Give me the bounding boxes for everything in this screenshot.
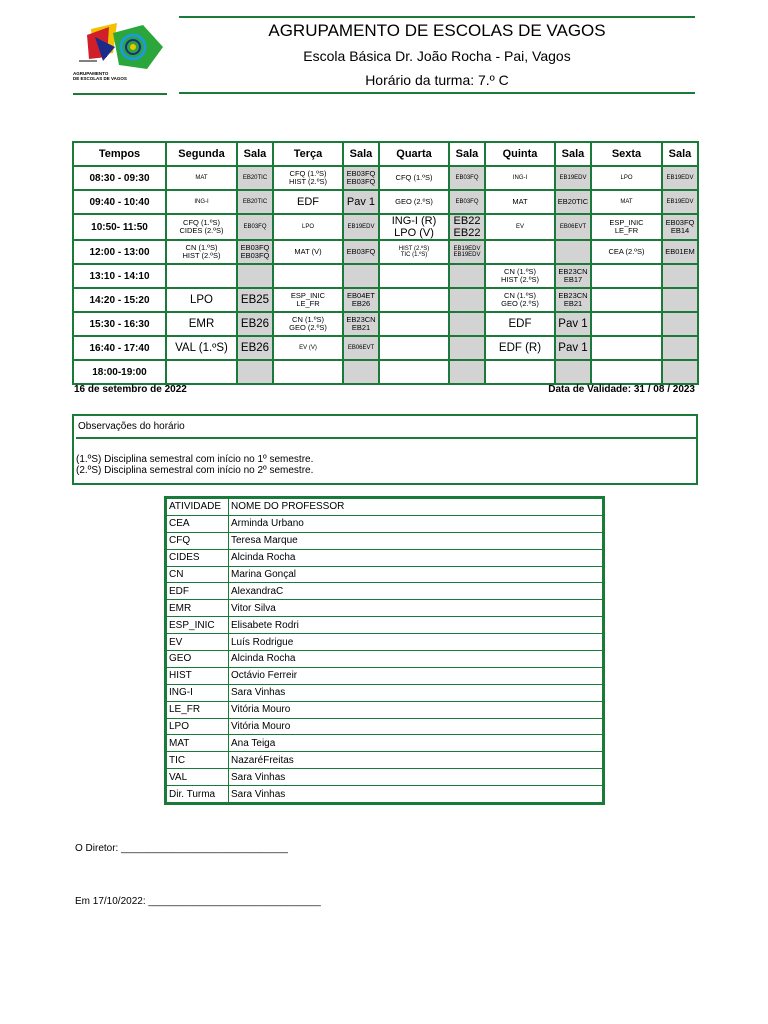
timetable-room-cell [555, 312, 591, 336]
cell-line-2: GEO (2.ºS) [501, 299, 539, 309]
timetable-room-cell [343, 360, 379, 384]
observation-line-2: (2.ºS) Disciplina semestral com início no 2º semestre. [76, 465, 314, 476]
cell-line-1: Pav 1 [346, 195, 376, 208]
cell-line-1: EDF (R) [498, 341, 542, 354]
timetable-room-cell [662, 264, 698, 288]
timetable-subject-cell [273, 312, 343, 336]
observations-title: Observações do horário [76, 416, 696, 439]
timetable-header-cell: Sala [449, 142, 485, 166]
teacher-name: Alcinda Rocha [229, 651, 603, 668]
teacher-row [167, 718, 603, 735]
logo-caption-line1: AGRUPAMENTO [73, 71, 109, 76]
timetable-room-cell [343, 312, 379, 336]
validity-date: Data de Validade: 31 / 08 / 2023 [548, 384, 695, 395]
timetable-body [73, 166, 698, 384]
timetable-subject-cell [485, 264, 555, 288]
cell-line-1: EB03FQ [455, 174, 479, 181]
timetable-room-cell [662, 240, 698, 264]
header-title: AGRUPAMENTO DE ESCOLAS DE VAGOS [268, 21, 606, 40]
teacher-name: Octávio Ferreir [229, 667, 603, 684]
timetable-row [73, 360, 698, 384]
cell-line-1: HIST (2.ºS) [398, 245, 430, 252]
timetable-subject-cell [166, 240, 237, 264]
timetable-time-slot: 18:00-19:00 [73, 360, 166, 384]
timetable-subject-cell [273, 166, 343, 190]
cell-line-1: EB19EDV [559, 174, 587, 181]
cell-line-1: ING-I [194, 198, 209, 205]
cell-line-1: MAT [195, 174, 208, 181]
cell-line-1: GEO (2.ºS) [395, 196, 433, 206]
teacher-name: NOME DO PROFESSOR [229, 499, 603, 516]
timetable-room-cell [449, 166, 485, 190]
cell-line-1: LPO [189, 293, 213, 306]
teacher-row [167, 651, 603, 668]
timetable-subject-cell [273, 336, 343, 360]
teachers-header-row [167, 499, 603, 516]
timetable-subject-cell [485, 360, 555, 384]
teacher-name: AlexandraC [229, 583, 603, 600]
cell-line-2: EB03FQ [346, 177, 376, 186]
teacher-name: Ana Teiga [229, 735, 603, 752]
cell-line-1: EB19EDV [666, 174, 694, 181]
teacher-row [167, 667, 603, 684]
teacher-row [167, 769, 603, 786]
timetable-room-cell [343, 288, 379, 312]
timetable-time-slot: 09:40 - 10:40 [73, 190, 166, 214]
teacher-activity: LE_FR [167, 701, 229, 718]
cell-line-2: CIDES (2.ºS) [179, 226, 224, 236]
timetable-header-cell: Tempos [73, 142, 166, 166]
timetable-row [73, 190, 698, 214]
timetable-room-cell [343, 214, 379, 240]
timetable-room-cell [449, 240, 485, 264]
teacher-activity: CFQ [167, 532, 229, 549]
timetable-row [73, 312, 698, 336]
teacher-row [167, 684, 603, 701]
timetable-room-cell [555, 240, 591, 264]
timetable-room-cell [237, 360, 273, 384]
timetable-subject-cell [485, 190, 555, 214]
teacher-activity: MAT [167, 735, 229, 752]
teacher-name: Sara Vinhas [229, 786, 603, 803]
cell-line-1: CN (1.ºS) [185, 242, 218, 252]
teacher-name: Vitória Mouro [229, 701, 603, 718]
timetable-header-cell: Sala [237, 142, 273, 166]
timetable-header-cell: Sala [662, 142, 698, 166]
cell-line-1: EB26 [240, 341, 270, 354]
cell-line-2: EB03FQ [240, 251, 270, 261]
timetable-room-cell [662, 190, 698, 214]
timetable-room-cell [343, 336, 379, 360]
timetable-room-cell [662, 214, 698, 240]
timetable-subject-cell [379, 288, 449, 312]
timetable-room-cell [662, 360, 698, 384]
teacher-row [167, 600, 603, 617]
timetable-subject-cell [591, 166, 662, 190]
timetable-room-cell [449, 360, 485, 384]
timetable-room-cell [555, 336, 591, 360]
timetable-room-cell [662, 312, 698, 336]
cell-line-1: EB25 [240, 293, 270, 306]
timetable-subject-cell [166, 288, 237, 312]
teacher-activity: TIC [167, 752, 229, 769]
cell-line-1: CN (1.ºS) [504, 266, 536, 276]
cell-line-2: HIST (2.ºS) [500, 275, 540, 285]
timetable-room-cell [449, 190, 485, 214]
cell-line-2: HIST (2.ºS) [288, 177, 328, 186]
teacher-name: Alcinda Rocha [229, 549, 603, 566]
timetable-room-cell [237, 166, 273, 190]
cell-line-1: EMR [188, 317, 215, 330]
teacher-row [167, 752, 603, 769]
cell-line-1: EDF [508, 317, 532, 330]
timetable-room-cell [662, 166, 698, 190]
header-rule-bottom [179, 92, 695, 94]
cell-line-1: EB01EM [665, 247, 695, 257]
cell-line-1: EB23CN [558, 266, 588, 276]
teacher-activity: ESP_INIC [167, 617, 229, 634]
teacher-activity: ING-I [167, 684, 229, 701]
timetable-room-cell [343, 166, 379, 190]
cell-line-1: EB19EDV [347, 223, 375, 230]
cell-line-1: EV [515, 223, 524, 230]
timetable-subject-cell [485, 312, 555, 336]
timetable-subject-cell [379, 360, 449, 384]
cell-line-1: MAT (V) [294, 247, 322, 257]
timetable-header-cell: Quarta [379, 142, 449, 166]
timetable-subject-cell [591, 336, 662, 360]
timetable-subject-cell [485, 214, 555, 240]
timetable-room-cell [555, 288, 591, 312]
teacher-row [167, 532, 603, 549]
teacher-name: NazaréFreitas [229, 752, 603, 769]
timetable-room-cell [343, 190, 379, 214]
timetable-room-cell [237, 264, 273, 288]
timetable-subject-cell [273, 288, 343, 312]
teacher-row [167, 566, 603, 583]
cell-line-1: Pav 1 [558, 317, 588, 330]
cell-line-2: EB21 [563, 299, 583, 309]
timetable-subject-cell [273, 214, 343, 240]
timetable-subject-cell [166, 190, 237, 214]
teacher-row [167, 786, 603, 803]
teacher-activity: Dir. Turma [167, 786, 229, 803]
timetable-room-cell [237, 214, 273, 240]
cell-line-1: CN (1.ºS) [504, 290, 536, 300]
teacher-activity: ATIVIDADE [167, 499, 229, 516]
timetable-subject-cell [273, 264, 343, 288]
cell-line-2: EB17 [563, 275, 583, 285]
cell-line-2: HIST (2.ºS) [182, 251, 221, 261]
cell-line-1: EB23CN [558, 290, 588, 300]
logo-caption-line2: DE ESCOLAS DE VAGOS [73, 76, 127, 81]
timetable-room-cell [555, 214, 591, 240]
cell-line-1: LPO [620, 174, 633, 181]
timetable-row [73, 336, 698, 360]
teacher-activity: EDF [167, 583, 229, 600]
timetable-room-cell [662, 336, 698, 360]
teacher-activity: EMR [167, 600, 229, 617]
cell-line-2: LPO (V) [394, 227, 434, 240]
timetable-room-cell [449, 264, 485, 288]
cell-line-2: GEO (2.ºS) [289, 323, 327, 333]
timetable-row [73, 240, 698, 264]
teacher-name: Vitor Silva [229, 600, 603, 617]
cell-line-1: EB03FQ [346, 247, 376, 257]
timetable-room-cell [449, 214, 485, 240]
cell-line-1: CN (1.ºS) [292, 314, 324, 324]
timetable-subject-cell [591, 288, 662, 312]
timetable-subject-cell [379, 264, 449, 288]
cell-line-1: CFQ (1.ºS) [289, 168, 327, 178]
timetable-subject-cell [379, 214, 449, 240]
timetable-subject-cell [591, 240, 662, 264]
cell-line-1: ING-I (R) [391, 215, 437, 227]
header-turma: Horário da turma: 7.º C [365, 72, 509, 88]
timetable-subject-cell [379, 190, 449, 214]
cell-line-1: CFQ (1.ºS) [183, 217, 220, 227]
timetable-subject-cell [591, 264, 662, 288]
cell-line-1: MAT [512, 196, 528, 206]
cell-line-1: LPO [301, 223, 314, 230]
logo-caption [73, 71, 127, 81]
timetable-room-cell [555, 360, 591, 384]
timetable-subject-cell [273, 240, 343, 264]
teacher-name: Sara Vinhas [229, 769, 603, 786]
timetable-header-cell: Sexta [591, 142, 662, 166]
teacher-activity: CEA [167, 515, 229, 532]
header-rule-top [179, 16, 695, 18]
cell-line-1: EB04ET [347, 290, 375, 300]
cell-line-1: ESP_INIC [290, 290, 326, 300]
observations-notes [76, 454, 313, 476]
timetable-subject-cell [166, 264, 237, 288]
timetable-subject-cell [166, 312, 237, 336]
timetable-time-slot: 08:30 - 09:30 [73, 166, 166, 190]
timetable-room-cell [555, 264, 591, 288]
date-signature-line: Em 17/10/2022: _______________________________ [75, 896, 321, 907]
timetable-room-cell [237, 336, 273, 360]
timetable-subject-cell [379, 312, 449, 336]
cell-line-2: LE_FR [296, 299, 320, 309]
timetable-subject-cell [485, 240, 555, 264]
cell-line-1: ING-I [512, 174, 528, 181]
cell-line-2: TIC (1.ºS) [400, 252, 428, 259]
timetable-time-slot: 12:00 - 13:00 [73, 240, 166, 264]
timetable-header-cell: Sala [555, 142, 591, 166]
timetable-subject-cell [166, 166, 237, 190]
timetable-room-cell [555, 166, 591, 190]
cell-line-1: CEA (2.ºS) [608, 247, 645, 257]
cell-line-1: EB06EVT [559, 223, 587, 230]
timetable-row [73, 288, 698, 312]
teachers-table [166, 498, 603, 803]
cell-line-1: EB26 [240, 317, 270, 330]
cell-line-1: EB06EVT [347, 344, 375, 351]
timetable-header-cell: Terça [273, 142, 343, 166]
teacher-activity: GEO [167, 651, 229, 668]
teacher-activity: LPO [167, 718, 229, 735]
cell-line-2: EB22 [453, 227, 481, 240]
teacher-activity: EV [167, 634, 229, 651]
timetable-header-cell: Sala [343, 142, 379, 166]
timetable-subject-cell [166, 214, 237, 240]
teachers-table-body [167, 499, 603, 803]
teacher-row [167, 735, 603, 752]
cell-line-1: EB23CN [346, 314, 376, 324]
timetable-room-cell [662, 288, 698, 312]
cell-line-1: EB19EDV [666, 198, 694, 205]
timetable-subject-cell [273, 360, 343, 384]
cell-line-1: CFQ (1.ºS) [395, 172, 433, 182]
cell-line-1: Pav 1 [558, 341, 588, 354]
teacher-activity: HIST [167, 667, 229, 684]
timetable-header-cell: Quinta [485, 142, 555, 166]
cell-line-1: EB03FQ [240, 242, 270, 252]
cell-line-2: EB19EDV [453, 252, 481, 259]
teacher-activity: VAL [167, 769, 229, 786]
timetable-header-row [73, 142, 698, 166]
timetable-subject-cell [485, 166, 555, 190]
cell-line-1: ESP_INIC [609, 217, 644, 227]
timetable-row [73, 214, 698, 240]
teacher-row [167, 701, 603, 718]
timetable-subject-cell [166, 360, 237, 384]
timetable-room-cell [449, 312, 485, 336]
teacher-name: Luís Rodrigue [229, 634, 603, 651]
timetable-time-slot: 10:50- 11:50 [73, 214, 166, 240]
timetable-subject-cell [591, 312, 662, 336]
timetable-subject-cell [591, 360, 662, 384]
timetable-row [73, 166, 698, 190]
timetable-subject-cell [485, 288, 555, 312]
cell-line-1: EDF [297, 195, 319, 208]
cell-line-1: EB19EDV [453, 245, 481, 252]
timetable-subject-cell [273, 190, 343, 214]
observations-box [72, 414, 698, 485]
teacher-activity: CIDES [167, 549, 229, 566]
cell-line-1: EB03FQ [665, 217, 695, 227]
timetable-subject-cell [485, 336, 555, 360]
teacher-name: Sara Vinhas [229, 684, 603, 701]
timetable-room-cell [343, 240, 379, 264]
header-school: Escola Básica Dr. João Rocha - Pai, Vagos [303, 48, 571, 64]
timetable-header-cell: Segunda [166, 142, 237, 166]
teacher-row [167, 515, 603, 532]
timetable-time-slot: 14:20 - 15:20 [73, 288, 166, 312]
cell-line-2: EB26 [351, 299, 371, 309]
school-logo [73, 17, 167, 95]
timetable-subject-cell [379, 336, 449, 360]
timetable-room-cell [449, 288, 485, 312]
observation-line-1: (1.ºS) Disciplina semestral com início no 1º semestre. [76, 454, 314, 465]
timetable-subject-cell [591, 214, 662, 240]
cell-line-2: EB21 [351, 323, 371, 333]
cell-line-1: EB03FQ [346, 168, 376, 178]
cell-line-1: MAT [620, 198, 633, 205]
timetable-subject-cell [379, 240, 449, 264]
timetable-time-slot: 16:40 - 17:40 [73, 336, 166, 360]
timetable-subject-cell [379, 166, 449, 190]
teacher-activity: CN [167, 566, 229, 583]
timetable-room-cell [237, 312, 273, 336]
issue-date: 16 de setembro de 2022 [74, 384, 187, 395]
timetable [72, 141, 699, 385]
director-signature-line: O Diretor: ______________________________ [75, 843, 288, 854]
cell-line-1: EB20TIC [557, 196, 589, 206]
timetable-time-slot: 15:30 - 16:30 [73, 312, 166, 336]
teacher-name: Marina Gonçal [229, 566, 603, 583]
cell-line-2: LE_FR [614, 226, 639, 236]
cell-line-1: EB03FQ [455, 198, 479, 205]
teacher-row [167, 549, 603, 566]
cell-line-1: VAL (1.ºS) [175, 341, 228, 354]
timetable-room-cell [237, 190, 273, 214]
timetable-subject-cell [166, 336, 237, 360]
timetable-time-slot: 13:10 - 14:10 [73, 264, 166, 288]
timetable-subject-cell [591, 190, 662, 214]
cell-line-1: EB03FQ [243, 223, 267, 230]
timetable-room-cell [237, 288, 273, 312]
teacher-name: Vitória Mouro [229, 718, 603, 735]
teacher-row [167, 583, 603, 600]
timetable-room-cell [343, 264, 379, 288]
cell-line-1: EB22 [453, 215, 481, 227]
cell-line-1: EB20TIC [242, 198, 268, 205]
timetable-row [73, 264, 698, 288]
timetable-room-cell [555, 190, 591, 214]
teacher-row [167, 634, 603, 651]
cell-line-1: EB20TIC [242, 174, 268, 181]
cell-line-2: EB14 [670, 226, 690, 236]
teacher-name: Arminda Urbano [229, 515, 603, 532]
timetable-room-cell [237, 240, 273, 264]
cell-line-1: EV (V) [299, 344, 317, 351]
teacher-name: Teresa Marque [229, 532, 603, 549]
timetable-room-cell [449, 336, 485, 360]
teacher-name: Elisabete Rodri [229, 617, 603, 634]
teacher-row [167, 617, 603, 634]
